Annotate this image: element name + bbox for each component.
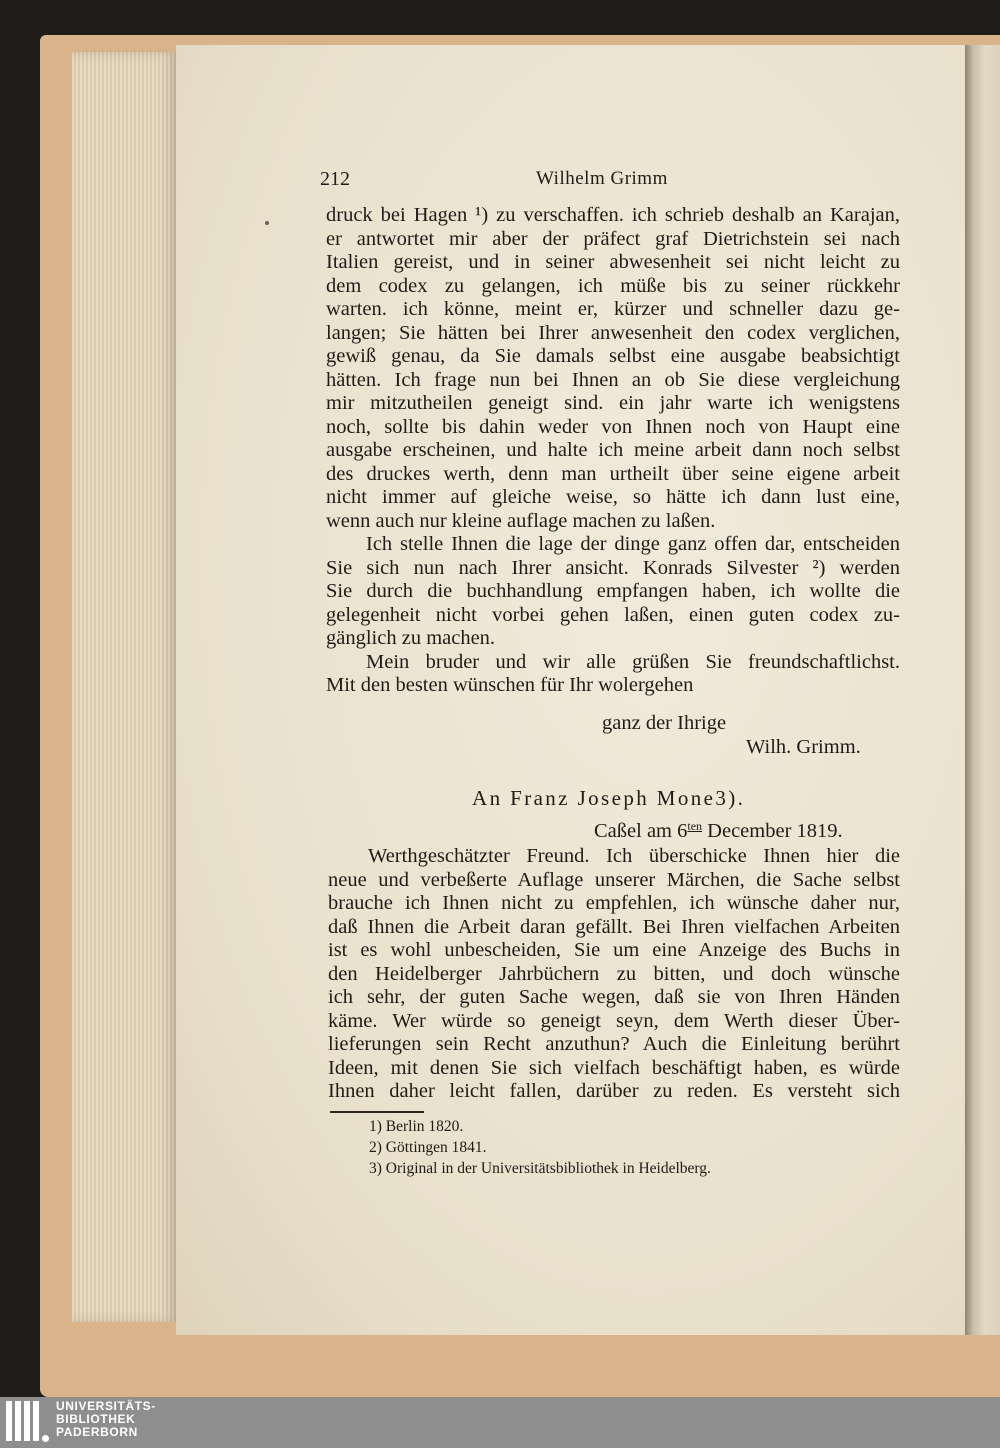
date-superscript: ten xyxy=(687,819,703,833)
page-header xyxy=(320,168,890,198)
footnotes xyxy=(369,1116,711,1179)
text-line: käme. Wer würde so geneigt seyn, dem Werth dieser Über- xyxy=(328,1009,900,1032)
facing-page-edge xyxy=(965,45,1000,1335)
date-prefix: Caßel am 6 xyxy=(594,820,688,842)
letter-body-2 xyxy=(328,845,900,1104)
text-line: gänglich zu machen. xyxy=(326,627,496,649)
date-suffix: December 1819. xyxy=(702,820,843,842)
text-line: langen; Sie hätten bei Ihrer anwesenheit den codex verglichen, xyxy=(326,321,900,344)
text-line: er antwortet mir aber der präfect graf Dietrichstein sei nach xyxy=(326,227,900,250)
text-line: mir mitzutheilen geneigt sind. ein jahr warte ich wenigstens xyxy=(326,392,900,414)
letter-body-1 xyxy=(326,204,900,698)
text-line: neue und verbeßerte Auflage unserer Märchen, die Sache selbst xyxy=(328,868,900,891)
text-line: Sie sich nun nach Ihrer ansicht. Konrads Silvester ²) werden xyxy=(326,556,900,579)
banner-line: PADERBORN xyxy=(56,1425,138,1439)
text-line: Ihnen daher leicht fallen, darüber zu reden. Es versteht sich xyxy=(328,1080,900,1102)
text-line: wenn auch nur kleine auflage machen zu laßen. xyxy=(326,509,716,532)
footnote-divider xyxy=(330,1111,424,1113)
text-line: Italien gereist, und in seiner abwesenheit sei nicht leicht zu xyxy=(326,251,900,273)
heading-footnote-ref: 3). xyxy=(715,786,746,810)
text-line: Sie durch die buchhandlung empfangen haben, ich wollte die xyxy=(326,580,900,602)
text-line: lieferungen sein Recht anzuthun? Auch die Einleitung berührt xyxy=(328,1033,900,1055)
text-line: Ich stelle Ihnen die lage der dinge ganz offen dar, entscheiden xyxy=(366,533,900,555)
heading-text: An Franz Joseph Mone xyxy=(472,786,716,810)
text-line: brauche ich Ihnen nicht zu empfehlen, ich wünsche daher nur, xyxy=(328,892,900,914)
text-line: des druckes werth, denn man urtheilt über seine eigene arbeit xyxy=(326,462,900,485)
library-name xyxy=(56,1400,156,1439)
signature: Wilh. Grimm. xyxy=(746,736,861,758)
library-logo-icon xyxy=(6,1401,48,1443)
text-line: nicht immer auf gleiche weise, so hätte ich dann lust eine, xyxy=(326,486,900,508)
library-banner xyxy=(0,1397,1000,1448)
text-line: dem codex zu gelangen, ich müße bis zu seiner rückkehr xyxy=(326,274,900,297)
banner-line: UNIVERSITÄTS- xyxy=(56,1399,156,1413)
text-line: Werthgeschätzter Freund. Ich überschicke Ihnen hier die xyxy=(368,845,900,867)
text-line: Mein bruder und wir alle grüßen Sie freundschaftlichst. xyxy=(366,650,900,673)
banner-line: BIBLIOTHEK xyxy=(56,1412,136,1426)
closing-phrase: ganz der Ihrige xyxy=(602,712,727,734)
letter-heading xyxy=(472,786,745,811)
page-edges xyxy=(72,52,176,1322)
footnote: 2) Göttingen 1841. xyxy=(369,1139,487,1156)
text-line: hätten. Ich frage nun bei Ihnen an ob Sie diese vergleichung xyxy=(326,368,900,391)
text-line: Mit den besten wünschen für Ihr wolergehen xyxy=(326,674,694,696)
text-line: gewiß genau, da Sie damals selbst eine ausgabe beabsichtigt xyxy=(326,345,900,367)
footnote: 1) Berlin 1820. xyxy=(369,1118,464,1135)
text-line: Ideen, mit denen Sie sich vielfach beschäftigt haben, es würde xyxy=(328,1056,900,1079)
text-line: ausgabe erscheinen, und halte ich meine arbeit dann noch selbst xyxy=(326,439,900,461)
text-line: ich sehr, der guten Sache wegen, daß sie von Ihren Händen xyxy=(328,986,900,1008)
dateline xyxy=(594,820,843,843)
text-line: gelegenheit nicht vorbei gehen laßen, einen guten codex zu- xyxy=(326,603,900,626)
running-title: Wilhelm Grimm xyxy=(536,168,668,189)
margin-mark xyxy=(265,221,269,225)
text-line: ist es wohl unbescheiden, Sie um eine Anzeige des Buchs in xyxy=(328,939,900,961)
text-line: den Heidelberger Jahrbüchern zu bitten, und doch wünsche xyxy=(328,962,900,985)
text-line: daß Ihnen die Arbeit daran gefällt. Bei Ihren vielfachen Arbeiten xyxy=(328,915,900,938)
text-line: noch, sollte bis dahin weder von Ihnen noch von Haupt eine xyxy=(326,415,900,438)
text-line: warten. ich könne, meint er, kürzer und schneller dazu ge- xyxy=(326,298,900,320)
page-number: 212 xyxy=(320,168,350,190)
text-line: druck bei Hagen ¹) zu verschaffen. ich schrieb deshalb an Karajan, xyxy=(326,204,900,226)
footnote: 3) Original in der Universitätsbibliothek in Heidelberg. xyxy=(369,1160,711,1177)
